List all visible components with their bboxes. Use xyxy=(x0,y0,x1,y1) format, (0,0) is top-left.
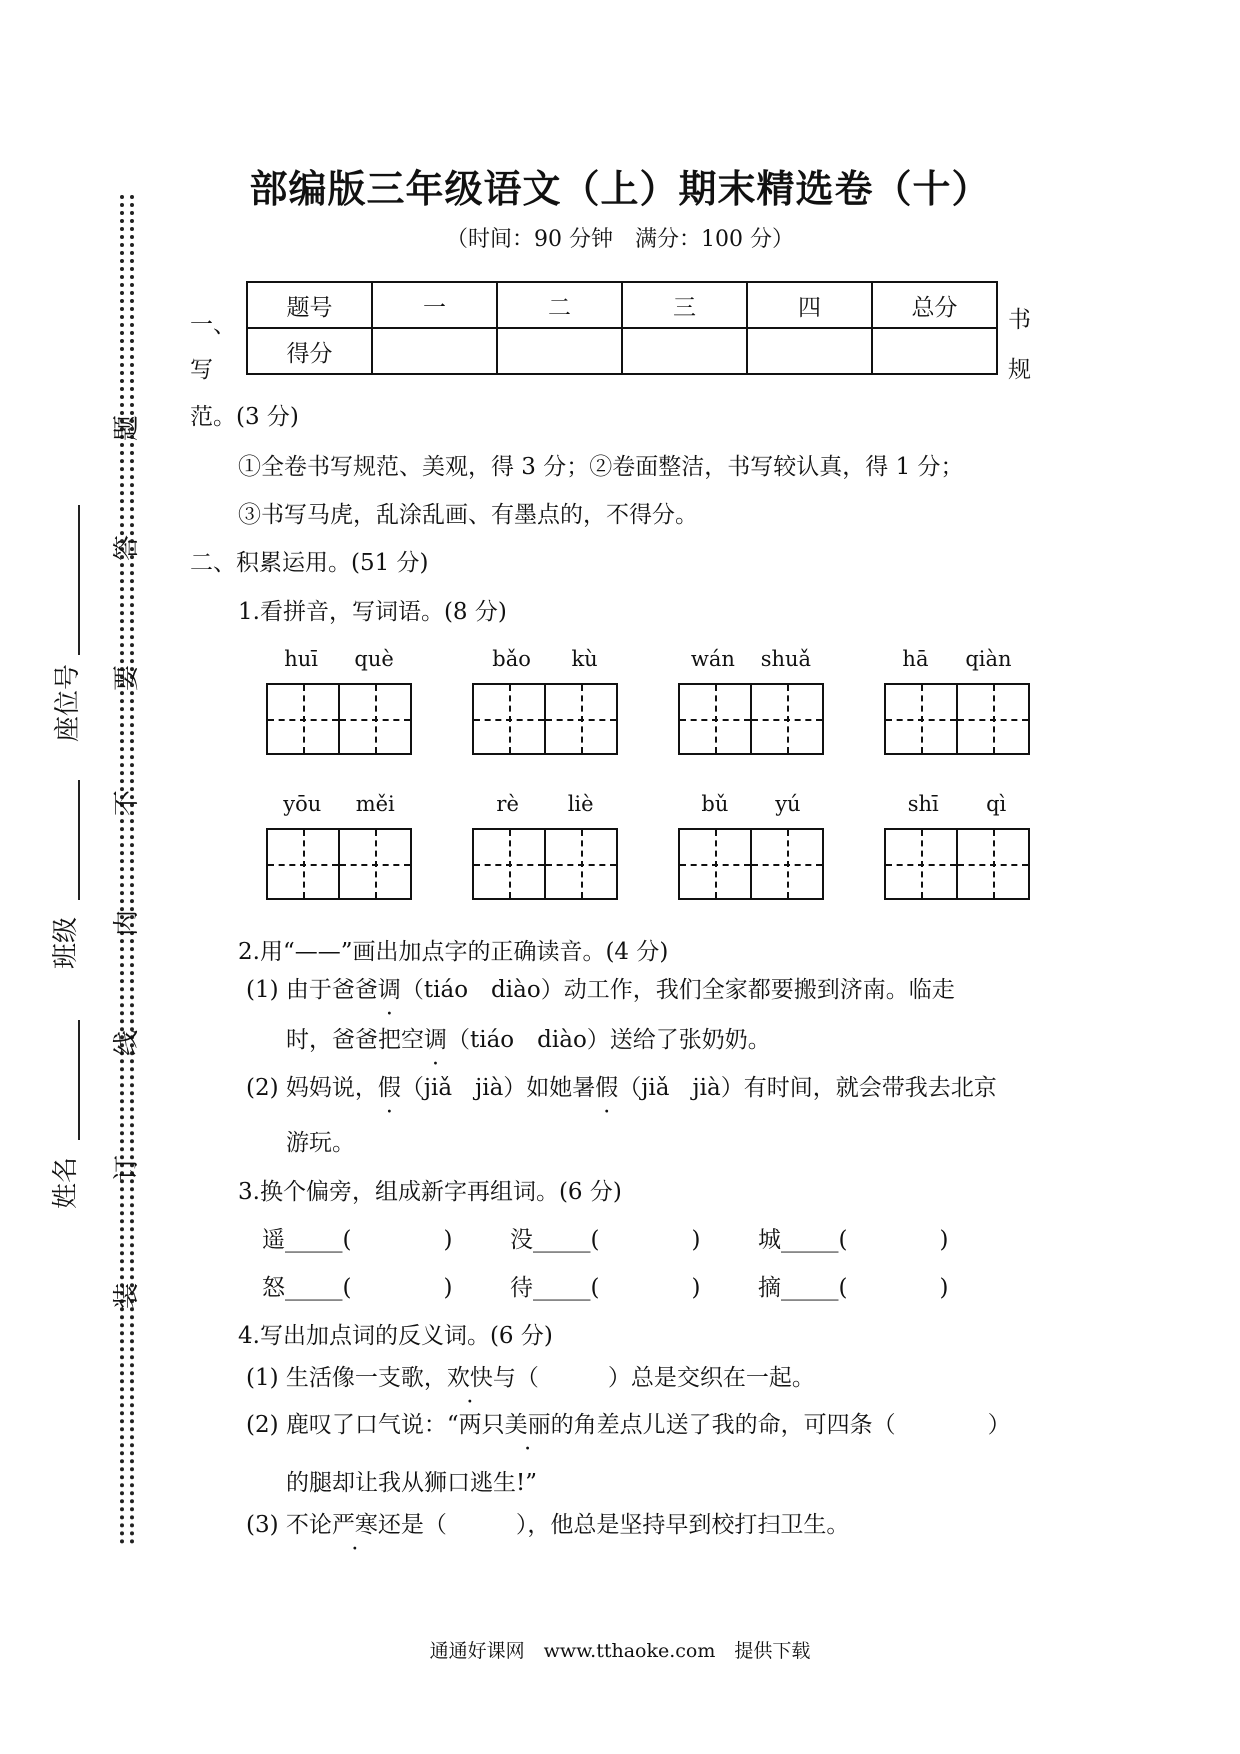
pinyin-label: shī qì xyxy=(907,792,1007,816)
tianzige-box[interactable] xyxy=(472,828,618,900)
class-underline xyxy=(78,780,80,900)
pinyin-label: bǎo kù xyxy=(492,647,598,671)
page-title: 部编版三年级语文（上）期末精选卷（十） xyxy=(249,166,991,211)
q3-title: 3.换个偏旁，组成新字再组词。(6 分) xyxy=(238,1179,622,1205)
score-entry-cell[interactable] xyxy=(497,328,622,374)
q2-title: 2.用“——”画出加点字的正确读音。(4 分) xyxy=(238,939,669,965)
exam-info: （时间：90 分钟 满分：100 分） xyxy=(446,227,794,252)
pinyin-label: huī què xyxy=(284,647,394,671)
binding-dotted-line-left xyxy=(120,195,124,1545)
dotted-word: 欢快 xyxy=(446,1365,493,1391)
score-row-label: 得分 xyxy=(247,328,372,374)
binding-label-seat: 座位号 xyxy=(53,664,83,743)
score-entry-cell[interactable] xyxy=(872,328,997,374)
binding-char-zhuang: 装 xyxy=(112,1283,142,1310)
q4-title: 4.写出加点词的反义词。(6 分) xyxy=(238,1323,553,1349)
dotted-word: 严寒 xyxy=(331,1512,378,1538)
binding-char-ti: 题 xyxy=(112,415,142,442)
section1-heading-part: 规 xyxy=(1008,357,1031,383)
q4-line: 的腿却让我从狮口逃生!” xyxy=(286,1470,538,1496)
tianzige-box[interactable] xyxy=(678,828,824,900)
q3-item[interactable]: 摘_____( ) xyxy=(758,1275,949,1301)
dotted-char: 调 xyxy=(377,977,401,1003)
binding-label-class: 班级 xyxy=(51,917,81,970)
binding-char-xian: 线 xyxy=(112,1030,142,1057)
binding-char-yao: 要 xyxy=(112,665,142,692)
score-table xyxy=(246,281,998,375)
dotted-char: 假 xyxy=(595,1075,619,1101)
q2-line: 游玩。 xyxy=(286,1130,355,1156)
tianzige-box[interactable] xyxy=(266,828,412,900)
score-header-cell: 二 xyxy=(497,282,622,328)
section1-number: 一、 xyxy=(190,312,236,338)
q4-line: (2) 鹿叹了口气说：“两只美丽的角差点儿送了我的命，可四条（ ） xyxy=(246,1412,1011,1438)
tianzige-box[interactable] xyxy=(472,683,618,755)
tianzige-box[interactable] xyxy=(266,683,412,755)
binding-label-name: 姓名 xyxy=(51,1157,81,1210)
q4-line: (1) 生活像一支歌，欢快与（ ）总是交织在一起。 xyxy=(246,1365,815,1391)
binding-char-da: 答 xyxy=(112,535,142,562)
binding-char-nei: 内 xyxy=(112,910,142,937)
q3-item[interactable]: 待_____( ) xyxy=(510,1275,701,1301)
pinyin-label: yōu měi xyxy=(283,792,395,816)
score-header-cell: 三 xyxy=(622,282,747,328)
score-entry-cell[interactable] xyxy=(622,328,747,374)
q2-line: (2) 妈妈说，假（jiǎ jià）如她暑假（jiǎ jià）有时间，就会带我去北京 xyxy=(246,1075,997,1101)
pinyin-label: bǔ yú xyxy=(701,792,801,816)
dotted-char: 调 xyxy=(424,1027,447,1053)
score-header-cell: 四 xyxy=(747,282,872,328)
q1-title: 1.看拼音，写词语。(8 分) xyxy=(238,599,507,625)
q3-item[interactable]: 没_____( ) xyxy=(510,1227,701,1253)
section1-heading-tail: 范。(3 分) xyxy=(190,404,299,430)
binding-dotted-line-right xyxy=(130,195,134,1545)
seat-underline xyxy=(78,505,80,655)
q2-line: 时，爸爸把空调（tiáo diào）送给了张奶奶。 xyxy=(286,1027,771,1053)
binding-char-bu: 不 xyxy=(112,790,142,817)
dotted-word: 美丽 xyxy=(504,1412,551,1438)
score-header-cell: 一 xyxy=(372,282,497,328)
score-header-cell: 题号 xyxy=(247,282,372,328)
name-underline xyxy=(78,1020,80,1140)
section1-rule-2: ③书写马虎，乱涂乱画、有墨点的，不得分。 xyxy=(238,502,698,528)
pinyin-label: hā qiàn xyxy=(902,647,1012,671)
q3-item[interactable]: 怒_____( ) xyxy=(262,1275,453,1301)
binding-char-ding: 订 xyxy=(112,1155,142,1182)
score-header-cell: 总分 xyxy=(872,282,997,328)
section1-heading-part: 书 xyxy=(1008,307,1031,333)
section1-rule-1: ①全卷书写规范、美观，得 3 分；②卷面整洁，书写较认真，得 1 分； xyxy=(238,454,964,480)
q4-line: (3) 不论严寒还是（ ），他总是坚持早到校打扫卫生。 xyxy=(246,1512,850,1538)
q3-item[interactable]: 遥_____( ) xyxy=(262,1227,453,1253)
section2-heading: 二、积累运用。(51 分) xyxy=(190,550,429,576)
section1-heading-part: 写 xyxy=(190,357,213,383)
q3-item[interactable]: 城_____( ) xyxy=(758,1227,949,1253)
q2-line: (1) 由于爸爸调（tiáo diào）动工作，我们全家都要搬到济南。临走 xyxy=(246,977,955,1003)
tianzige-box[interactable] xyxy=(678,683,824,755)
dotted-char: 假 xyxy=(377,1075,401,1101)
pinyin-label: rè liè xyxy=(496,792,594,816)
pinyin-label: wán shuǎ xyxy=(690,647,812,671)
tianzige-box[interactable] xyxy=(884,828,1030,900)
tianzige-box[interactable] xyxy=(884,683,1030,755)
footer-credit: 通通好课网 www.tthaoke.com 提供下载 xyxy=(429,1640,811,1662)
score-entry-cell[interactable] xyxy=(372,328,497,374)
score-entry-cell[interactable] xyxy=(747,328,872,374)
